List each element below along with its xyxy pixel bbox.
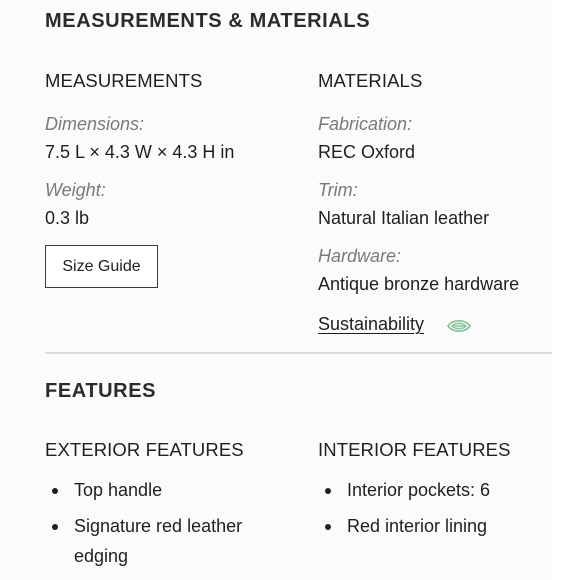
weight-value: 0.3 lb bbox=[45, 208, 90, 228]
size-guide-button[interactable]: Size Guide bbox=[45, 245, 158, 288]
interior-features-list bbox=[318, 475, 548, 547]
section-divider bbox=[45, 352, 552, 354]
weight-label: Weight: bbox=[45, 180, 106, 200]
features-title: FEATURES bbox=[45, 380, 157, 402]
hardware-label: Hardware: bbox=[318, 246, 402, 266]
fabrication-value: REC Oxford bbox=[318, 142, 416, 162]
trim-value: Natural Italian leather bbox=[318, 208, 490, 228]
dimensions-label: Dimensions: bbox=[45, 114, 145, 134]
hardware-value: Antique bronze hardware bbox=[318, 274, 520, 294]
interior-features-heading: INTERIOR FEATURES bbox=[318, 439, 511, 460]
page-margin bbox=[552, 0, 580, 580]
sustainability-link[interactable]: Sustainability bbox=[318, 314, 425, 334]
exterior-features-list bbox=[45, 475, 295, 577]
materials-heading: MATERIALS bbox=[318, 70, 423, 91]
list-item: Interior pockets: 6 bbox=[318, 475, 548, 505]
measurements-heading: MEASUREMENTS bbox=[45, 70, 203, 91]
trim-label: Trim: bbox=[318, 180, 358, 200]
list-item: Red interior lining bbox=[318, 511, 548, 541]
measurements-materials-title: MEASUREMENTS & MATERIALS bbox=[45, 10, 371, 32]
list-item: Top handle bbox=[45, 475, 295, 505]
exterior-features-heading: EXTERIOR FEATURES bbox=[45, 439, 244, 460]
leaf-icon bbox=[446, 318, 472, 334]
fabrication-label: Fabrication: bbox=[318, 114, 413, 134]
dimensions-value: 7.5 L × 4.3 W × 4.3 H in bbox=[45, 142, 235, 162]
list-item: Signature red leather edging bbox=[45, 511, 295, 571]
